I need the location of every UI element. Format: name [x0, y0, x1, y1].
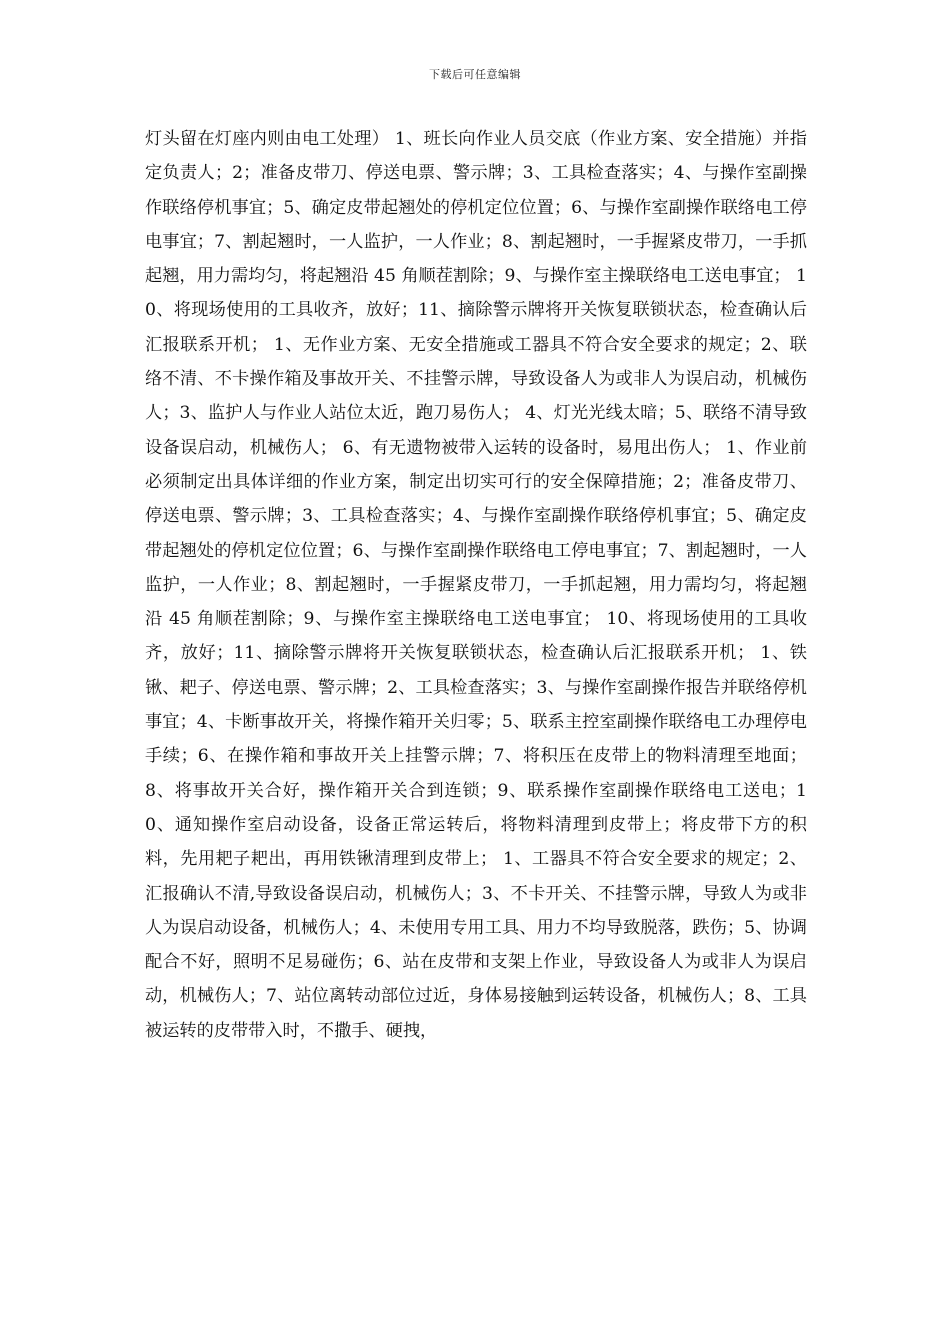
header-note: 下载后可任意编辑 [429, 68, 521, 81]
body-paragraph: 灯头留在灯座内则由电工处理） 1、班长向作业人员交底（作业方案、安全措施）并指定负责人；2；准备皮带刀、停送电票、警示牌；3、工具检查落实；4、与操作室副操作联络停机事宜；5、确定皮带起翘处的停机定位位置；6、与操作室副操作联络电工停电事宜；7、割起翘时，一人监护，一人作业；8、割起翘时，一手握紧皮带刀，一手抓起翘，用力需均匀，将起翘沿 45 角顺茬割除；9、与操作室主操联络电工送电事宜； 10、将现场使用的工具收齐，放好；11、摘除警示牌将开关恢复联锁状态，检查确认后汇报联系开机； 1、无作业方案、无安全措施或工器具不符合安全要求的规定；2、联络不清、不卡操作箱及事故开关、不挂警示牌，导致设备人为或非人为误启动，机械伤人；3、监护人与作业人站位太近，跑刀易伤人； 4、灯光光线太暗；5、联络不清导致设备误启动，机械伤人； 6、有无遗物被带入运转的设备时，易甩出伤人； 1、作业前必须制定出具体详细的作业方案，制定出切实可行的安全保障措施；2；准备皮带刀、停送电票、警示牌；3、工具检查落实；4、与操作室副操作联络停机事宜；5、确定皮带起翘处的停机定位位置；6、与操作室副操作联络电工停电事宜；7、割起翘时，一人监护，一人作业；8、割起翘时，一手握紧皮带刀，一手抓起翘，用力需均匀，将起翘沿 45 角顺茬割除；9、与操作室主操联络电工送电事宜； 10、将现场使用的工具收齐，放好；11、摘除警示牌将开关恢复联锁状态，检查确认后汇报联系开机； 1、铁锹、耙子、停送电票、警示牌；2、工具检查落实；3、与操作室副操作报告并联络停机事宜；4、卡断事故开关，将操作箱开关归零；5、联系主控室副操作联络电工办理停电手续；6、在操作箱和事故开关上挂警示牌；7、将积压在皮带上的物料清理至地面；8、将事故开关合好，操作箱开关合到连锁；9、联系操作室副操作联络电工送电；10、通知操作室启动设备，设备正常运转后，将物料清理到皮带上；将皮带下方的积料，先用耙子耙出，再用铁锹清理到皮带上； 1、工器具不符合安全要求的规定；2、汇报确认不清,导致设备误启动，机械伤人；3、不卡开关、不挂警示牌，导致人为或非人为误启动设备，机械伤人；4、未使用专用工具、用力不均导致脱落，跌伤；5、协调配合不好，照明不足易碰伤；6、站在皮带和支架上作业，导致设备人为或非人为误启动，机械伤人；7、站位离转动部位过近，身体易接触到运转设备，机械伤人；8、工具被运转的皮带带入时，不撒手、硬拽， [145, 129, 807, 1041]
